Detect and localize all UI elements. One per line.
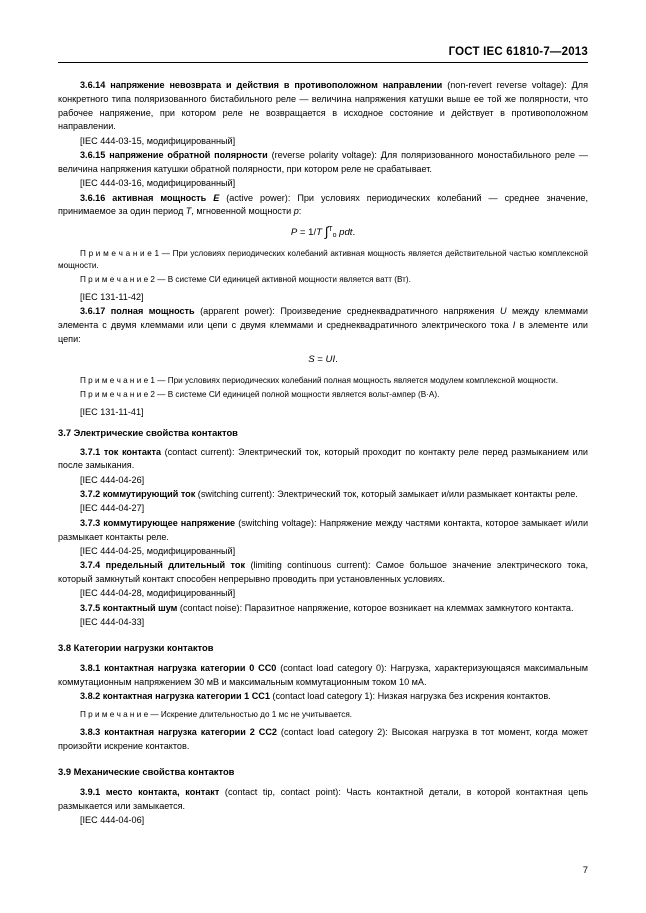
entry-definition: : Самое большое значение электрического тока, который замкнутый контакт способен непрерывно проводить при установленных условиях. [58,560,588,584]
entry-reference: [IEC 131-11-41] [80,406,144,417]
entry-definition: : Для поляризованного моностабильного реле — величина напряжения катушки обратной полярности, при котором реле не срабатывает. [58,150,589,174]
entry-definition: : Напряжение между частями контакта, которое замыкает и/или размыкает контакты реле. [58,517,589,542]
entry-reference: [IEC 444-04-06] [80,815,145,826]
entry-3-7-2 [58,488,588,502]
entry-definition: : Электрический ток, который проходит по контакту реле перед размыканием или после замыкания. [58,446,588,471]
section-heading-3-8: 3.8 Категории нагрузки контактов [58,641,214,653]
entry-number: 3.8.1 [80,662,101,673]
entry-term-en: (switching current) [197,489,273,500]
entry-3-7-4 [58,559,588,587]
page-header: ГОСТ IEC 61810-7—2013 [448,46,588,58]
entry-3-8-1 [58,662,588,690]
entry-reference: [IEC 444-03-15, модифицированный] [80,135,236,146]
entry-term-ru: место контакта, контакт [105,787,220,798]
entry-3-6-16: 3.6.16 активная мощность E (active power): При условиях периодических колебаний — среднее значение, принимаемое за один период T, мгновенной мощности p: [58,192,588,217]
entry-definition: : Для конкретного типа поляризованного бистабильного реле — величина напряжения катушки выше ее той же полярности, что рабочее напряжение, при котором реле не возвращается в исходное состояние и действует в противоположном направлении. [58,80,589,132]
entry-term-en: (contact tip, contact point) [224,787,339,798]
section-heading-3-9: 3.9 Механические свойства контактов [58,765,235,777]
note-2: П р и м е ч а н и е 2 — В системе СИ единицей полной мощности является вольт-ампер (В·А). [80,390,440,400]
entry-number: 3.7.4 [80,560,101,571]
entry-definition: : Часть контактной детали, в которой контактная цепь размыкается или замыкается. [58,787,588,811]
entry-term-ru: коммутирующий ток [102,489,196,500]
entry-term-ru: ток контакта [103,446,161,457]
entry-term-ru: контактная нагрузка категории 0 CC0 [104,662,277,673]
entry-number: 3.7.2 [80,489,101,500]
entry-3-9-1 [58,786,588,814]
entry-term-en: (active power) [226,192,288,203]
entry-number: 3.9.1 [80,787,101,798]
entry-3-7-1 [58,446,588,474]
entry-term-ru: напряжение невозврата и действия в противоположном направлении [110,80,443,90]
entry-definition: : Паразитное напряжение, которое возникает на клеммах замкнутого контакта. [239,602,574,613]
entry-number: 3.7.3 [80,517,101,528]
entry-term-en: (reverse polarity voltage) [271,150,375,161]
entry-term-en: (limiting continuous current) [250,560,368,571]
entry-term-ru: напряжение обратной полярности [109,150,268,161]
formula-apparent-power: S = UI. [308,354,338,366]
entry-definition: : Нагрузка, характеризующаяся максимальным коммутационным напряжением 30 мВ и максимальным коммутационным током 10 мА. [58,662,589,687]
entry-definition: : Электрический ток, который замыкает и/или размыкает контакты реле. [272,489,578,500]
entry-term-en: (contact load category 1) [272,691,373,702]
entry-3-7-5 [58,602,588,616]
formula-active-power: P = 1/T ∫$^T_о$ pdt. [290,224,356,240]
entry-term-ru: полная мощность [110,305,195,316]
entry-number: 3.8.2 [80,691,101,702]
entry-reference: [IEC 444-04-26] [80,474,145,485]
entry-number: 3.6.14 [80,80,106,90]
document-body [58,79,588,828]
entry-3-7-3 [58,517,588,545]
entry-3-6-15 [58,149,588,177]
entry-term-en: (contact current) [164,446,232,457]
entry-term-en: (contact noise) [179,602,240,613]
entry-reference: [IEC 444-04-27] [80,503,145,514]
entry-term-en: (apparent power) [200,305,273,316]
entry-reference: [IEC 444-04-33] [80,616,145,627]
entry-3-6-14 [58,79,588,134]
entry-term-ru: коммутирующее напряжение [103,517,236,528]
entry-reference: [IEC 444-04-28, модифицированный] [80,588,236,599]
entry-term-en: (switching voltage) [238,517,315,528]
entry-definition: : Низкая нагрузка без искрения контактов. [372,691,551,702]
entry-number: 3.6.15 [80,150,106,161]
entry-3-6-17: 3.6.17 полная мощность (apparent power): Произведение среднеквадратичного напряжения U между клеммами элемента с двумя клеммами или цепи с двумя клеммами и среднеквадратичного электрического тока I в элементе или цепи: [58,305,588,344]
entry-number: 3.6.17 [80,305,106,316]
note-1: П р и м е ч а н и е — Искрение длительностью до 1 мс не учитывается. [80,709,353,719]
entry-reference: [IEC 444-03-16, модифицированный] [80,178,236,189]
note-1: П р и м е ч а н и е 1 — При условиях периодических колебаний полная мощность является модулем комплексной мощности. [80,375,559,385]
entry-term-en: (contact load category 0) [280,662,385,673]
entry-term-ru: предельный длительный ток [105,560,245,571]
entry-term-ru: контактная нагрузка категории 1 CC1 [102,691,270,702]
page-number: 7 [582,865,588,876]
note-2: П р и м е ч а н и е 2 — В системе СИ единицей активной мощности является ватт (Вт). [80,275,411,285]
entry-term-ru: контактная нагрузка категории 2 CC2 [104,727,277,738]
entry-term-en: (contact load category 2) [280,727,386,738]
note-1: П р и м е ч а н и е 1 — При условиях периодических колебаний активная мощность является действительной частью комплексной мощности. [58,248,588,270]
entry-reference: [IEC 444-04-25, модифицированный] [80,545,236,556]
entry-term-ru: контактный шум [102,602,178,613]
entry-term-en: (non-revert reverse voltage) [447,80,565,90]
entry-3-8-2 [58,690,588,704]
entry-number: 3.8.3 [80,727,101,738]
entry-definition: : Высокая нагрузка в тот момент, когда может произойти искрение контактов. [58,727,588,752]
entry-number: 3.6.16 [80,192,106,203]
entry-term-ru: активная мощность E [112,192,220,203]
header-divider [58,62,588,63]
entry-number: 3.7.1 [80,446,101,457]
entry-3-8-3 [58,726,588,754]
section-heading-3-7: 3.7 Электрические свойства контактов [58,427,238,439]
entry-number: 3.7.5 [80,602,101,613]
entry-reference: [IEC 131-11-42] [80,291,144,302]
